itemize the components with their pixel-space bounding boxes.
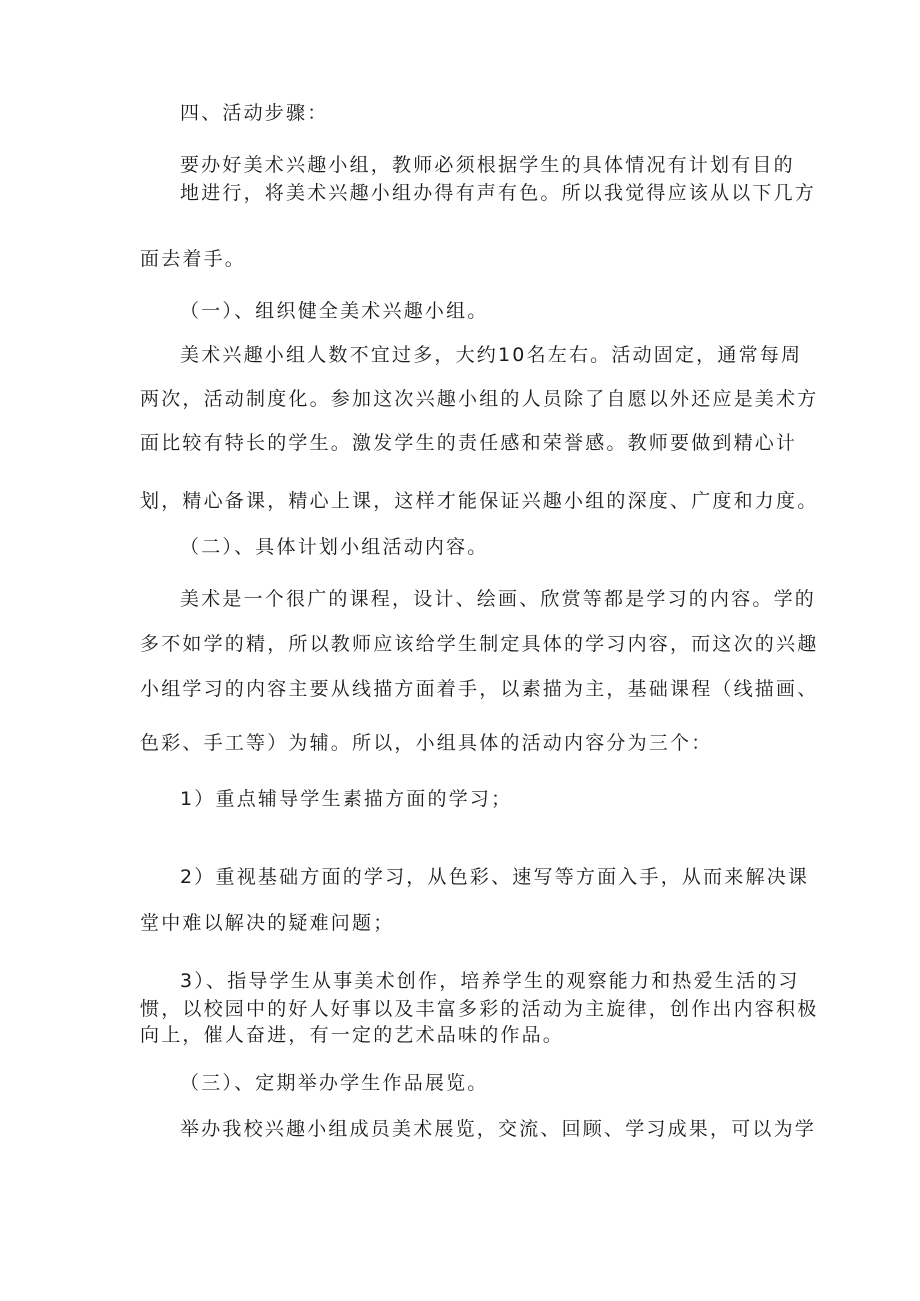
paragraph-line: 多不如学的精，所以教师应该给学生制定具体的学习内容，而这次的兴趣	[140, 633, 819, 655]
list-item-2-line-2: 堂中难以解决的疑难问题；	[140, 912, 395, 934]
intro-line-2: 地进行，将美术兴趣小组办得有声有色。所以我觉得应该从以下几方	[180, 182, 817, 204]
section-heading: 四、活动步骤：	[180, 102, 329, 124]
paragraph-line: 划，精心备课，精心上课，这样才能保证兴趣小组的深度、广度和力度。	[140, 490, 819, 512]
subsection-title-3: （三）、定期举办学生作品展览。	[180, 1072, 489, 1094]
paragraph-line: 色彩、手工等）为辅。所以，小组具体的活动内容分为三个：	[140, 732, 713, 754]
intro-line-3: 面去着手。	[140, 248, 247, 270]
list-item-3-line-3: 向上，催人奋进，有一定的艺术品味的作品。	[140, 1024, 565, 1046]
list-item-3-line-2: 惯，以校园中的好人好事以及丰富多彩的活动为主旋律，创作出内容积极	[140, 998, 819, 1020]
list-item-1: 1）重点辅导学生素描方面的学习；	[180, 788, 513, 810]
paragraph-line: 美术兴趣小组人数不宜过多，大约10名左右。活动固定，通常每周	[180, 344, 803, 366]
paragraph-line: 两次，活动制度化。参加这次兴趣小组的人员除了自愿以外还应是美术方	[140, 388, 819, 410]
subsection-title-2: （二）、具体计划小组活动内容。	[180, 536, 489, 558]
paragraph-line: 小组学习的内容主要从线描方面着手，以素描为主，基础课程（线描画、	[140, 678, 819, 700]
intro-line-1: 要办好美术兴趣小组，教师必须根据学生的具体情况有计划有目的	[180, 154, 795, 176]
list-item-3-line-1: 3）、指导学生从事美术创作，培养学生的观察能力和热爱生活的习	[180, 970, 800, 992]
paragraph-line: 面比较有特长的学生。激发学生的责任感和荣誉感。教师要做到精心计	[140, 432, 798, 454]
list-item-2-line-1: 2）重视基础方面的学习，从色彩、速写等方面入手，从而来解决课	[180, 866, 810, 888]
paragraph-line: 美术是一个很广的课程，设计、绘画、欣赏等都是学习的内容。学的	[180, 588, 817, 610]
paragraph-line: 举办我校兴趣小组成员美术展览，交流、回顾、学习成果，可以为学	[180, 1118, 817, 1140]
subsection-title-1: （一）、组织健全美术兴趣小组。	[180, 300, 489, 322]
